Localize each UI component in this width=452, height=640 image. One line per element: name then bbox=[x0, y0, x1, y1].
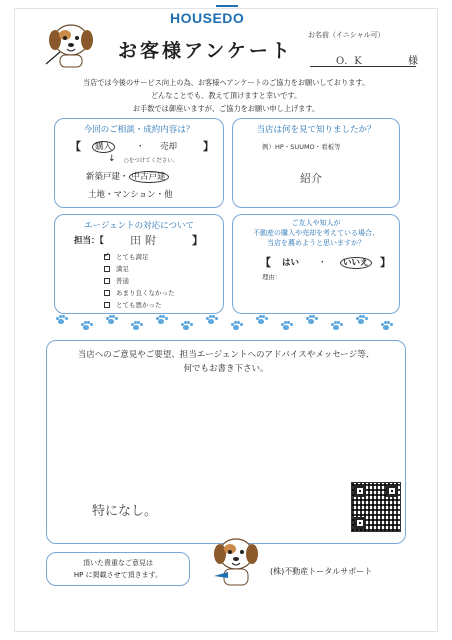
name-value[interactable]: O．K bbox=[336, 56, 362, 67]
paw-print-icon bbox=[106, 315, 116, 325]
paw-print-icon bbox=[206, 315, 216, 325]
honorific: 様 bbox=[408, 56, 418, 67]
qr-finder bbox=[354, 517, 366, 529]
circle-note: ○をつけてください。 bbox=[124, 158, 179, 164]
question-4-title bbox=[232, 218, 400, 248]
option-no[interactable] bbox=[340, 256, 372, 268]
rating-option[interactable] bbox=[104, 252, 149, 261]
paw-print-icon bbox=[131, 321, 141, 331]
paw-print-icon bbox=[256, 315, 266, 325]
comments-prompt-line: 何でもお書き下さい。 bbox=[183, 364, 269, 374]
name-label: お名前（イニシャル可） bbox=[308, 31, 385, 39]
question-3-box bbox=[54, 214, 224, 314]
comments-prompt bbox=[46, 348, 406, 376]
question-4-title-line: 当店を薦めようと思いますか？ bbox=[267, 239, 365, 247]
bracket-close: 】 bbox=[192, 234, 203, 247]
paw-print-icon bbox=[381, 321, 391, 331]
comments-prompt-line: 当店へのご意見やご要望、担当エージェントへのアドバイスやメッセージ等、 bbox=[77, 350, 375, 360]
dog-mascot-footer-icon bbox=[208, 532, 264, 590]
logo-roof-icon bbox=[216, 5, 238, 11]
intro-text bbox=[40, 76, 412, 115]
intro-line: どんなことでも、教えて頂けますと幸いです。 bbox=[150, 91, 302, 100]
rating-option-label: とても悪かった bbox=[116, 301, 162, 309]
rating-option[interactable] bbox=[104, 300, 162, 309]
company-name: (株)不動産トータルサポート bbox=[270, 567, 373, 576]
bracket-close: 】 bbox=[380, 256, 391, 269]
paw-print-icon bbox=[306, 315, 316, 325]
question-3-title: エージェントの対応について bbox=[84, 221, 194, 231]
rating-option-label: とても満足 bbox=[116, 253, 149, 261]
checkbox-icon[interactable] bbox=[104, 302, 110, 308]
brand-logo bbox=[170, 10, 244, 26]
separator: ・ bbox=[136, 142, 145, 152]
question-2-title: 当店は何を見て知りましたか？ bbox=[256, 125, 376, 135]
option-land-mansion-other[interactable]: 土地・マンション・他 bbox=[88, 190, 173, 200]
footer-bubble-line: 頂いた貴重なご意見は bbox=[83, 559, 153, 567]
bracket-open: 【 bbox=[70, 140, 81, 153]
paw-print-icon bbox=[281, 321, 291, 331]
qr-code-icon[interactable] bbox=[351, 482, 401, 532]
checkbox-checked-icon[interactable] bbox=[104, 254, 110, 260]
paw-print-icon bbox=[331, 321, 341, 331]
checkbox-icon[interactable] bbox=[104, 278, 110, 284]
qr-finder bbox=[386, 485, 398, 497]
option-sell[interactable]: 売却 bbox=[160, 142, 178, 152]
question-2-examples: 例）HP・SUUMO・看板等 bbox=[262, 143, 341, 151]
question-4-title-line: ご友人や知人が bbox=[291, 219, 341, 227]
checkbox-icon[interactable] bbox=[104, 266, 110, 272]
bracket-open: 【 bbox=[260, 256, 271, 269]
paw-print-icon bbox=[231, 321, 241, 331]
intro-line: 当店では今後のサービス向上の為、お客様へアンケートのご協力をお願いしております。 bbox=[82, 78, 370, 87]
property-type-row bbox=[86, 170, 169, 182]
rating-option-label: 満足 bbox=[116, 265, 129, 273]
checkbox-icon[interactable] bbox=[104, 290, 110, 296]
page-title: お客様アンケート bbox=[118, 40, 293, 62]
rating-option[interactable] bbox=[104, 288, 175, 297]
question-1-title: 今回のご相談・成約内容は？ bbox=[83, 125, 195, 135]
option-used-house[interactable]: 中古戸建 bbox=[129, 171, 169, 183]
paw-print-icon bbox=[156, 315, 166, 325]
option-yes[interactable]: はい bbox=[282, 258, 300, 268]
footer-bubble bbox=[46, 552, 190, 586]
rating-option[interactable] bbox=[104, 264, 129, 273]
footer-bubble-line: HP に掲載させて頂きます。 bbox=[73, 571, 163, 579]
arrow-down-icon: ↓ bbox=[108, 154, 116, 164]
comments-answer[interactable]: 特になし。 bbox=[92, 504, 158, 519]
dog-mascot-icon bbox=[44, 18, 100, 70]
paw-print-icon bbox=[356, 315, 366, 325]
name-underline bbox=[310, 66, 416, 67]
rating-option-label: 普通 bbox=[116, 277, 129, 285]
option-no-label: いいえ bbox=[340, 257, 372, 269]
qr-finder bbox=[354, 485, 366, 497]
paw-print-icon bbox=[56, 315, 66, 325]
question-2-answer[interactable]: 紹介 bbox=[300, 172, 322, 185]
paw-print-icon bbox=[181, 321, 191, 331]
question-2-box bbox=[232, 118, 400, 208]
brand-name: HOUSEDO bbox=[170, 10, 245, 26]
rating-option-label: あまり良くなかった bbox=[116, 289, 175, 297]
separator: ・ bbox=[318, 258, 327, 268]
agent-label: 担当：【 bbox=[74, 236, 104, 246]
question-4-title-line: 不動産の購入や売却を考えている場合、 bbox=[253, 229, 379, 237]
paw-print-icon bbox=[81, 321, 91, 331]
paw-divider bbox=[56, 314, 406, 334]
option-new-house[interactable]: 新築戸建・ bbox=[86, 172, 129, 182]
agent-name[interactable]: 田附 bbox=[130, 234, 160, 247]
bracket-close: 】 bbox=[203, 140, 214, 153]
option-buy[interactable] bbox=[92, 140, 115, 152]
option-buy-label: 購入 bbox=[92, 141, 115, 153]
intro-line: お手数では御座いますが、ご協力をお願い申し上げます。 bbox=[132, 104, 320, 113]
rating-option[interactable] bbox=[104, 276, 129, 285]
reason-label: 理由： bbox=[262, 273, 282, 281]
